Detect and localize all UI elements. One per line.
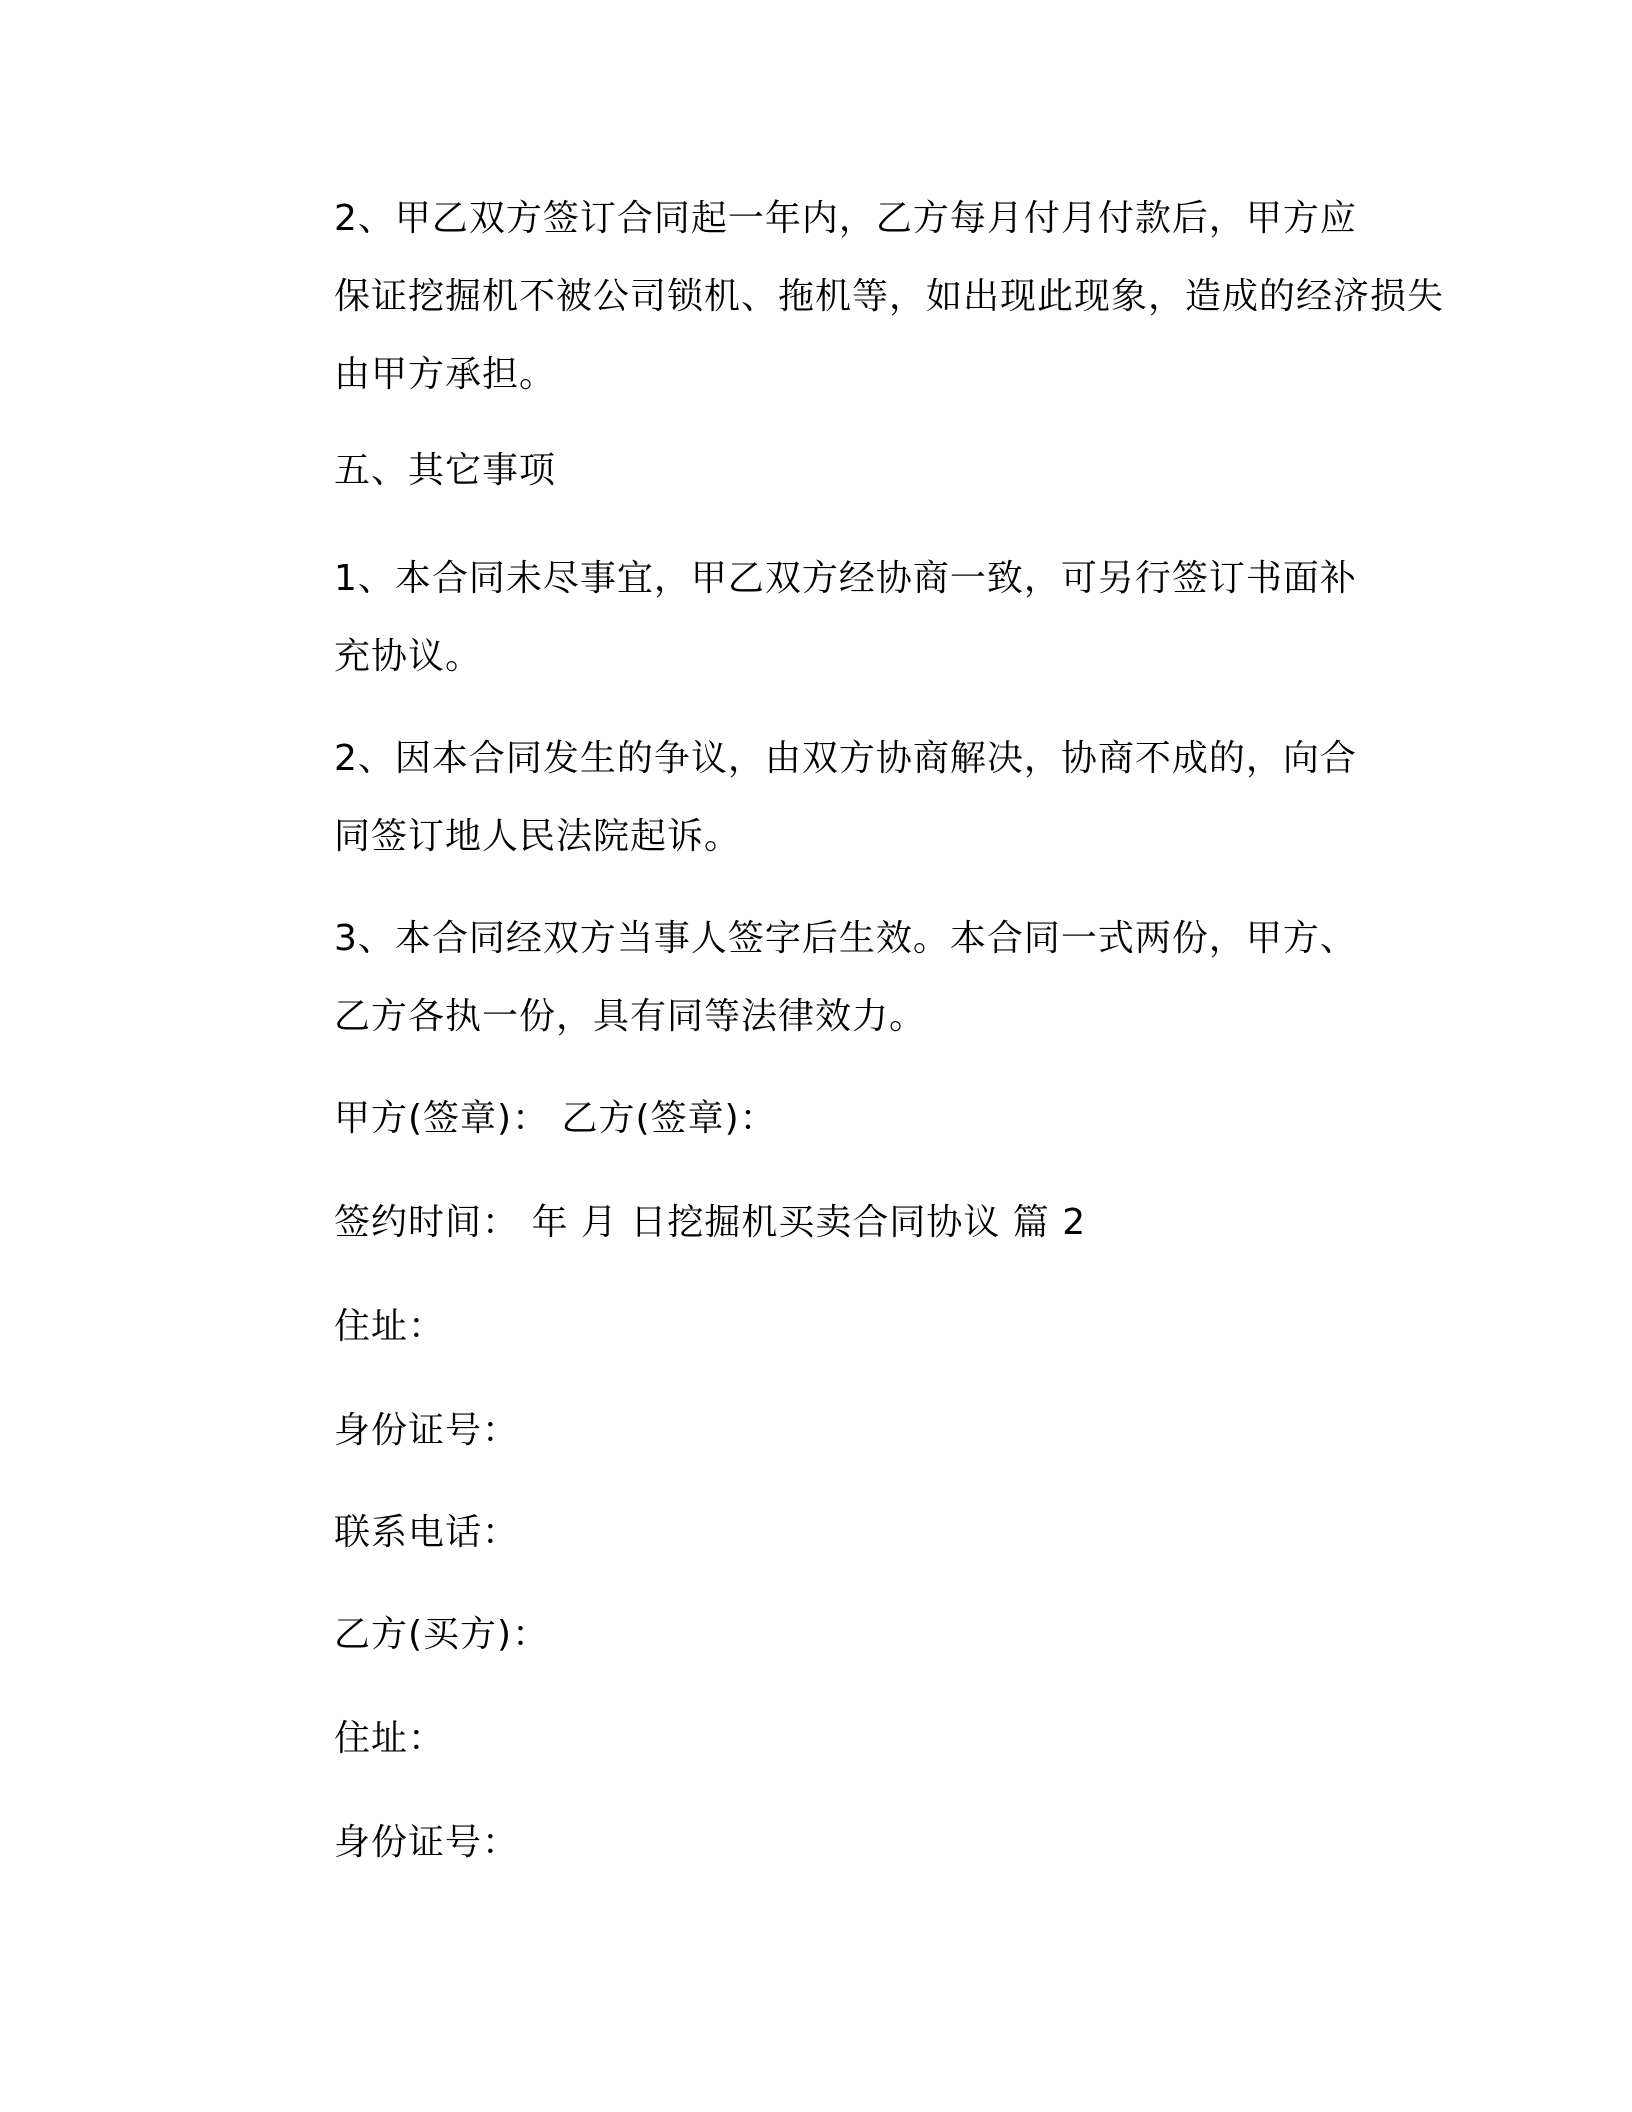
clause-5-1 — [238, 540, 1368, 696]
text-line: 由甲方承担。 — [334, 354, 557, 395]
field-label: 身份证号： — [334, 1822, 520, 1863]
field-label: 乙方(买方)： — [334, 1614, 550, 1655]
text-line: 乙方各执一份，具有同等法律效力。 — [334, 996, 927, 1037]
field-id-number-b — [238, 1804, 1368, 1882]
clause-5-2 — [238, 720, 1368, 876]
signing-date-line — [238, 1184, 1368, 1262]
signing-date-text: 签约时间： 年 月 日挖掘机买卖合同协议 篇 2 — [334, 1202, 1087, 1243]
field-party-b-buyer — [238, 1596, 1368, 1674]
text-line: 充协议。 — [334, 636, 483, 677]
section-heading-other-matters — [238, 432, 1368, 510]
section-heading: 五、其它事项 — [334, 450, 557, 491]
clause-5-3 — [238, 900, 1368, 1056]
text-line: 同签订地人民法院起诉。 — [334, 816, 742, 857]
text-line: 2、甲乙双方签订合同起一年内，乙方每月付月付款后，甲方应 — [334, 198, 1357, 239]
signature-text: 甲方(签章)： 乙方(签章)： — [334, 1098, 777, 1139]
field-label: 住址： — [334, 1718, 446, 1759]
text-line: 1、本合同未尽事宜，甲乙双方经协商一致，可另行签订书面补 — [334, 558, 1357, 599]
field-label: 身份证号： — [334, 1410, 520, 1451]
text-line: 保证挖掘机不被公司锁机、拖机等，如出现此现象，造成的经济损失 — [334, 276, 1445, 317]
field-label: 联系电话： — [334, 1512, 520, 1553]
field-address — [238, 1288, 1368, 1366]
signature-line — [238, 1080, 1368, 1158]
field-phone — [238, 1494, 1368, 1572]
field-id-number — [238, 1392, 1368, 1470]
field-label: 住址： — [334, 1306, 446, 1347]
clause-4-2 — [238, 180, 1445, 414]
field-address-b — [238, 1700, 1368, 1778]
text-line: 2、因本合同发生的争议，由双方协商解决，协商不成的，向合 — [334, 738, 1357, 779]
text-line: 3、本合同经双方当事人签字后生效。本合同一式两份，甲方、 — [334, 918, 1357, 959]
